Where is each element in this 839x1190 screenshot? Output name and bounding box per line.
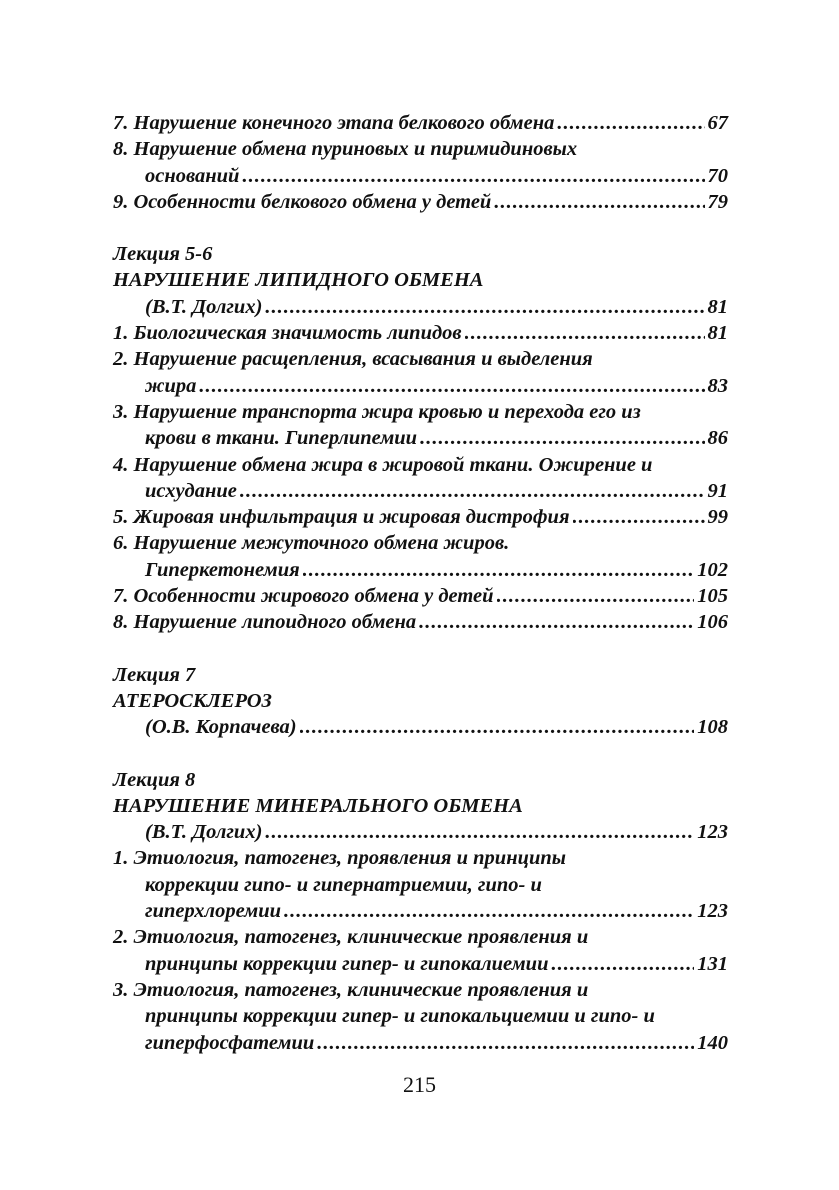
toc-line: [113, 530, 728, 556]
toc-page-number: 105: [697, 585, 728, 608]
table-of-contents: [113, 110, 728, 1056]
toc-line: [113, 504, 728, 530]
toc-line: [113, 294, 728, 320]
dot-leader: [199, 373, 704, 399]
toc-entry-text: (О.В. Корпачева): [145, 716, 297, 739]
toc-section: [113, 241, 728, 635]
dot-leader: [317, 1030, 694, 1056]
toc-page-number: 140: [697, 1031, 728, 1054]
toc-entry-text: крови в ткани. Гиперлипемии: [145, 427, 418, 450]
toc-entry-text: АТЕРОСКЛЕРОЗ: [113, 689, 272, 712]
toc-entry-text: принципы коррекции гипер- и гипокальциемии и гипо- и: [145, 1005, 655, 1028]
toc-line: [113, 267, 728, 293]
toc-page-number: 99: [707, 506, 728, 529]
toc-line: [113, 241, 728, 267]
toc-page-number: 123: [697, 821, 728, 844]
dot-leader: [551, 951, 694, 977]
toc-line: [113, 924, 728, 950]
toc-section: [113, 110, 728, 215]
toc-line: [113, 819, 728, 845]
toc-page-number: 81: [707, 295, 728, 318]
toc-entry-text: 8. Нарушение обмена пуриновых и пиримидиновых: [113, 138, 578, 161]
toc-page-number: 79: [707, 190, 728, 213]
toc-page-number: 86: [707, 427, 728, 450]
toc-line: [113, 845, 728, 871]
toc-line: [113, 609, 728, 635]
toc-line: [113, 110, 728, 136]
dot-leader: [300, 714, 695, 740]
toc-entry-text: Лекция 8: [113, 768, 196, 791]
toc-page-number: 70: [707, 164, 728, 187]
toc-entry-text: (В.Т. Долгих): [145, 295, 263, 318]
toc-entry-text: (В.Т. Долгих): [145, 821, 263, 844]
toc-page-number: 81: [707, 322, 728, 345]
toc-entry-text: 1. Этиология, патогенез, проявления и принципы: [113, 847, 567, 870]
toc-entry-text: гиперфосфатемии: [145, 1031, 315, 1054]
dot-leader: [284, 898, 694, 924]
toc-entry-text: НАРУШЕНИЕ ЛИПИДНОГО ОБМЕНА: [113, 269, 484, 292]
toc-entry-text: принципы коррекции гипер- и гипокалиемии: [145, 952, 549, 975]
section-gap: [113, 741, 728, 767]
dot-leader: [265, 294, 704, 320]
toc-page-number: 91: [707, 479, 728, 502]
toc-line: [113, 478, 728, 504]
toc-entry-text: НАРУШЕНИЕ МИНЕРАЛЬНОГО ОБМЕНА: [113, 794, 523, 817]
dot-leader: [557, 110, 704, 136]
dot-leader: [465, 320, 705, 346]
toc-page-number: 83: [707, 374, 728, 397]
toc-entry-text: коррекции гипо- и гипернатриемии, гипо- и: [145, 873, 542, 896]
dot-leader: [497, 583, 695, 609]
toc-entry-text: 5. Жировая инфильтрация и жировая дистрофия: [113, 506, 570, 529]
toc-page-number: 102: [697, 558, 728, 581]
section-gap: [113, 215, 728, 241]
dot-leader: [494, 189, 704, 215]
toc-section: [113, 662, 728, 741]
toc-entry-text: гиперхлоремии: [145, 900, 282, 923]
page-number: 215: [403, 1072, 436, 1097]
toc-line: [113, 136, 728, 162]
toc-line: [113, 452, 728, 478]
toc-line: [113, 583, 728, 609]
toc-line: [113, 320, 728, 346]
toc-line: [113, 977, 728, 1003]
toc-line: [113, 399, 728, 425]
toc-page-number: 131: [697, 952, 728, 975]
toc-entry-text: 2. Нарушение расщепления, всасывания и выделения: [113, 348, 593, 371]
dot-leader: [419, 609, 694, 635]
toc-entry-text: 3. Этиология, патогенез, клинические проявления и: [113, 978, 589, 1001]
toc-line: [113, 793, 728, 819]
toc-entry-text: 3. Нарушение транспорта жира кровью и перехода его из: [113, 400, 641, 423]
toc-entry-text: Лекция 5-6: [113, 243, 213, 266]
toc-line: [113, 557, 728, 583]
toc-entry-text: 9. Особенности белкового обмена у детей: [113, 190, 492, 213]
toc-line: [113, 872, 728, 898]
dot-leader: [303, 557, 695, 583]
toc-line: [113, 951, 728, 977]
toc-line: [113, 1030, 728, 1056]
toc-line: [113, 714, 728, 740]
toc-line: [113, 898, 728, 924]
toc-line: [113, 189, 728, 215]
toc-entry-text: 7. Нарушение конечного этапа белкового обмена: [113, 112, 555, 134]
section-gap: [113, 636, 728, 662]
toc-line: [113, 1003, 728, 1029]
toc-entry-text: Лекция 7: [113, 663, 196, 686]
toc-entry-text: 6. Нарушение межуточного обмена жиров.: [113, 532, 510, 555]
toc-page-number: 67: [707, 112, 728, 134]
toc-page-number: 108: [697, 716, 728, 739]
toc-entry-text: 2. Этиология, патогенез, клинические проявления и: [113, 926, 589, 949]
toc-entry-text: жира: [145, 374, 197, 397]
dot-leader: [265, 819, 694, 845]
toc-entry-text: 8. Нарушение липоидного обмена: [113, 611, 417, 634]
dot-leader: [420, 425, 704, 451]
toc-entry-text: оснований: [145, 164, 240, 187]
toc-entry-text: 1. Биологическая значимость липидов: [113, 322, 462, 345]
toc-entry-text: Гиперкетонемия: [145, 558, 300, 581]
dot-leader: [240, 478, 705, 504]
toc-page-number: 123: [697, 900, 728, 923]
toc-line: [113, 767, 728, 793]
toc-entry-text: исхудание: [145, 479, 237, 502]
toc-page-number: 106: [697, 611, 728, 634]
toc-section: [113, 767, 728, 1056]
toc-line: [113, 425, 728, 451]
toc-line: [113, 163, 728, 189]
dot-leader: [573, 504, 705, 530]
toc-line: [113, 688, 728, 714]
toc-line: [113, 346, 728, 372]
toc-entry-text: 7. Особенности жирового обмена у детей: [113, 585, 494, 608]
toc-line: [113, 662, 728, 688]
toc-line: [113, 373, 728, 399]
toc-entry-text: 4. Нарушение обмена жира в жировой ткани. Ожирение и: [113, 453, 653, 476]
dot-leader: [242, 163, 704, 189]
